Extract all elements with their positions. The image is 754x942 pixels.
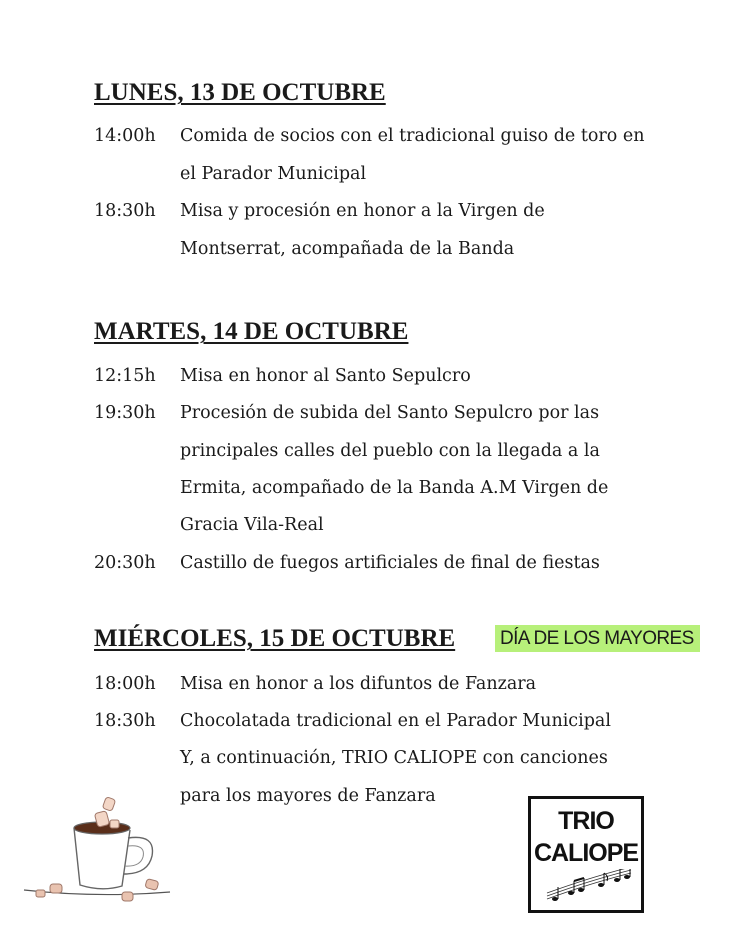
music-notes-icon — [545, 869, 633, 903]
event-text: Misa en honor al Santo Sepulcro — [180, 366, 471, 386]
event-text: Procesión de subida del Santo Sepulcro por las — [180, 403, 600, 423]
event-time: 18:30h — [94, 201, 156, 221]
day-heading-miercoles: MIÉRCOLES, 15 DE OCTUBRE — [94, 625, 456, 652]
event-text: el Parador Municipal — [180, 164, 367, 184]
event-text: Comida de socios con el tradicional guiso de toro en — [180, 126, 645, 146]
event-time: 18:30h — [94, 711, 156, 731]
event-time: 18:00h — [94, 674, 156, 694]
event-text: para los mayores de Fanzara — [180, 786, 436, 806]
event-text: principales calles del pueblo con la llegada a la — [180, 441, 600, 461]
hot-chocolate-cup-icon — [22, 790, 172, 910]
event-text: Chocolatada tradicional en el Parador Municipal — [180, 711, 611, 731]
event-text: Misa y procesión en honor a la Virgen de — [180, 201, 545, 221]
mayores-badge: DÍA DE LOS MAYORES — [495, 625, 700, 652]
event-text: Misa en honor a los difuntos de Fanzara — [180, 674, 537, 694]
event-text: Montserrat, acompañada de la Banda — [180, 239, 515, 259]
event-time: 12:15h — [94, 366, 156, 386]
event-time: 19:30h — [94, 403, 156, 423]
event-text: Y, a continuación, TRIO CALIOPE con canciones — [180, 748, 608, 768]
logo-line2: CALIOPE — [533, 839, 639, 867]
event-time: 20:30h — [94, 553, 156, 573]
day-heading-lunes: LUNES, 13 DE OCTUBRE — [94, 79, 386, 106]
trio-caliope-logo — [528, 796, 644, 913]
logo-line1: TRIO — [558, 807, 614, 835]
event-text: Gracia Vila-Real — [180, 515, 324, 535]
event-time: 14:00h — [94, 126, 156, 146]
event-text: Ermita, acompañado de la Banda A.M Virgen de — [180, 478, 609, 498]
event-text: Castillo de fuegos artificiales de final de fiestas — [180, 553, 600, 573]
day-heading-martes: MARTES, 14 DE OCTUBRE — [94, 318, 409, 345]
